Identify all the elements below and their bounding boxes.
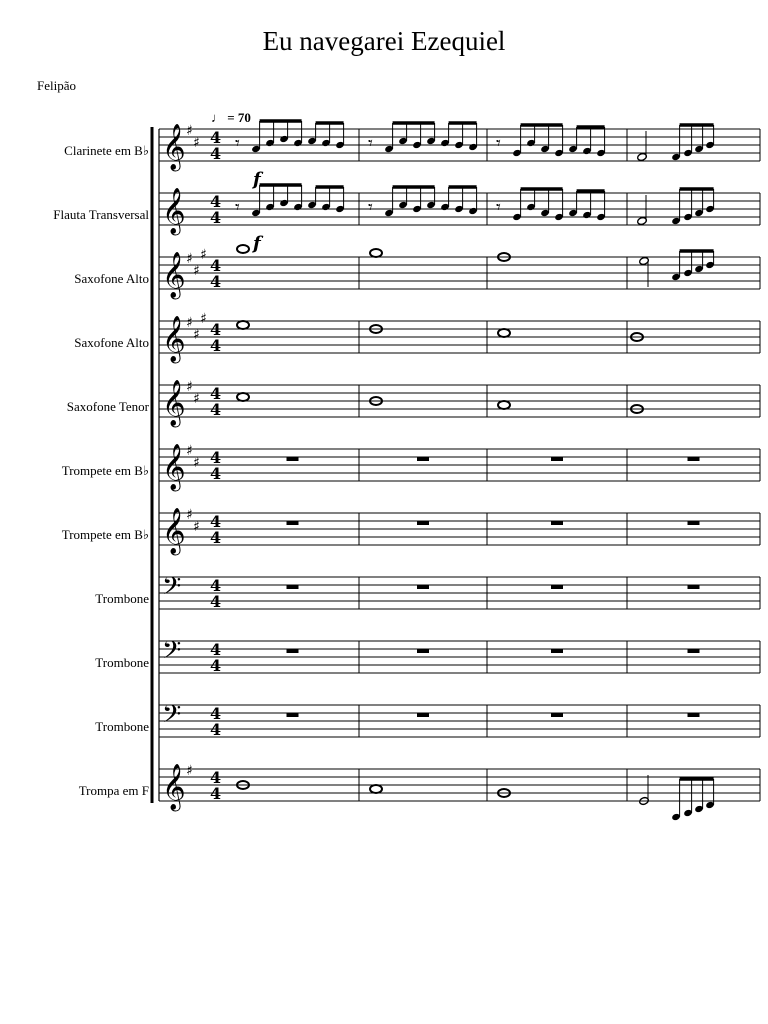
treble-clef: 𝄞 [162,764,186,810]
staff-9 [159,636,760,675]
treble-clef: 𝄞 [162,252,186,298]
instrument-label: Flauta Transversal [53,207,149,222]
key-signature-sharp: ♯ [186,443,193,459]
instrument-label: Saxofone Alto [74,271,149,286]
time-signature-upper: 4 [210,768,222,787]
whole-note [370,249,382,257]
bass-clef: 𝄢 [162,572,182,607]
time-signature-lower: 4 [210,592,222,611]
time-signature-upper: 4 [210,576,222,595]
whole-rest [688,521,700,525]
key-signature-sharp: ♯ [193,327,200,343]
whole-rest [287,521,299,525]
treble-clef: 𝄞 [162,124,186,170]
time-signature-lower: 4 [210,400,222,419]
whole-note [370,785,382,793]
whole-rest [417,585,429,589]
whole-rest [287,457,299,461]
instrument-label: Clarinete em B♭ [64,143,149,158]
time-signature-upper: 4 [210,192,222,211]
time-signature-lower: 4 [210,336,222,355]
time-signature-upper: 4 [210,320,222,339]
dynamic-forte: f [253,169,261,190]
whole-rest [417,521,429,525]
time-signature-lower: 4 [210,208,222,227]
whole-rest [551,649,563,653]
instrument-label: Trombone [95,655,149,670]
instrument-label: Trombone [95,719,149,734]
instrument-label: Trompa em F [78,783,149,798]
treble-clef: 𝄞 [162,444,186,490]
treble-clef: 𝄞 [162,188,186,234]
tempo-marking: ♩ = 70 [211,110,251,125]
key-signature-sharp: ♯ [193,391,200,407]
treble-clef: 𝄞 [162,380,186,426]
time-signature-upper: 4 [210,256,222,275]
eighth-rest: 𝄾 [496,197,501,218]
eighth-rest: 𝄾 [235,197,240,218]
whole-rest [417,649,429,653]
key-signature-sharp: ♯ [193,455,200,471]
whole-rest [417,457,429,461]
time-signature-upper: 4 [210,448,222,467]
key-signature-sharp: ♯ [186,763,193,779]
whole-rest [551,713,563,717]
whole-rest [287,649,299,653]
whole-rest [551,457,563,461]
time-signature-lower: 4 [210,784,222,803]
instrument-label: Saxofone Alto [74,335,149,350]
instrument-label: Trompete em B♭ [61,463,149,478]
composer-name: Felipão [37,78,76,93]
staff-1 [159,121,760,190]
instrument-label: Trombone [95,591,149,606]
eighth-rest: 𝄾 [235,133,240,154]
time-signature-lower: 4 [210,272,222,291]
staff-6 [159,443,760,492]
bass-clef: 𝄢 [162,636,182,671]
time-signature-upper: 4 [210,704,222,723]
staff-2 [159,185,760,254]
dynamic-forte: f [253,233,261,254]
whole-rest [688,713,700,717]
treble-clef: 𝄞 [162,508,186,554]
whole-rest [417,713,429,717]
staff-10 [159,700,760,739]
whole-rest [551,521,563,525]
key-signature-sharp: ♯ [200,247,207,263]
whole-rest [287,585,299,589]
whole-rest [551,585,563,589]
time-signature-lower: 4 [210,720,222,739]
instrument-label: Saxofone Tenor [66,399,149,414]
staff-3 [159,245,760,300]
score-title: Eu navegarei Ezequiel [262,26,506,56]
staff-5 [159,379,760,428]
time-signature-upper: 4 [210,128,222,147]
key-signature-sharp: ♯ [186,507,193,523]
treble-clef: 𝄞 [162,316,186,362]
key-signature-sharp: ♯ [186,123,193,139]
key-signature-sharp: ♯ [200,311,207,327]
whole-note [498,401,510,409]
staff-7 [159,507,760,556]
whole-rest [688,457,700,461]
key-signature-sharp: ♯ [193,263,200,279]
time-signature-lower: 4 [210,528,222,547]
staff-4 [159,311,760,364]
time-signature-lower: 4 [210,464,222,483]
eighth-rest: 𝄾 [496,133,501,154]
bass-clef: 𝄢 [162,700,182,735]
time-signature-lower: 4 [210,656,222,675]
whole-note [237,245,249,253]
time-signature-upper: 4 [210,384,222,403]
key-signature-sharp: ♯ [193,135,200,151]
whole-rest [287,713,299,717]
key-signature-sharp: ♯ [186,315,193,331]
staff-8 [159,572,760,611]
time-signature-upper: 4 [210,512,222,531]
eighth-rest: 𝄾 [368,133,373,154]
eighth-rest: 𝄾 [368,197,373,218]
instrument-label: Trompete em B♭ [61,527,149,542]
time-signature-lower: 4 [210,144,222,163]
whole-note [237,321,249,329]
whole-note [237,393,249,401]
whole-note [498,329,510,337]
key-signature-sharp: ♯ [186,379,193,395]
time-signature-upper: 4 [210,640,222,659]
whole-rest [688,649,700,653]
staff-11 [159,763,760,821]
key-signature-sharp: ♯ [186,251,193,267]
key-signature-sharp: ♯ [193,519,200,535]
whole-rest [688,585,700,589]
